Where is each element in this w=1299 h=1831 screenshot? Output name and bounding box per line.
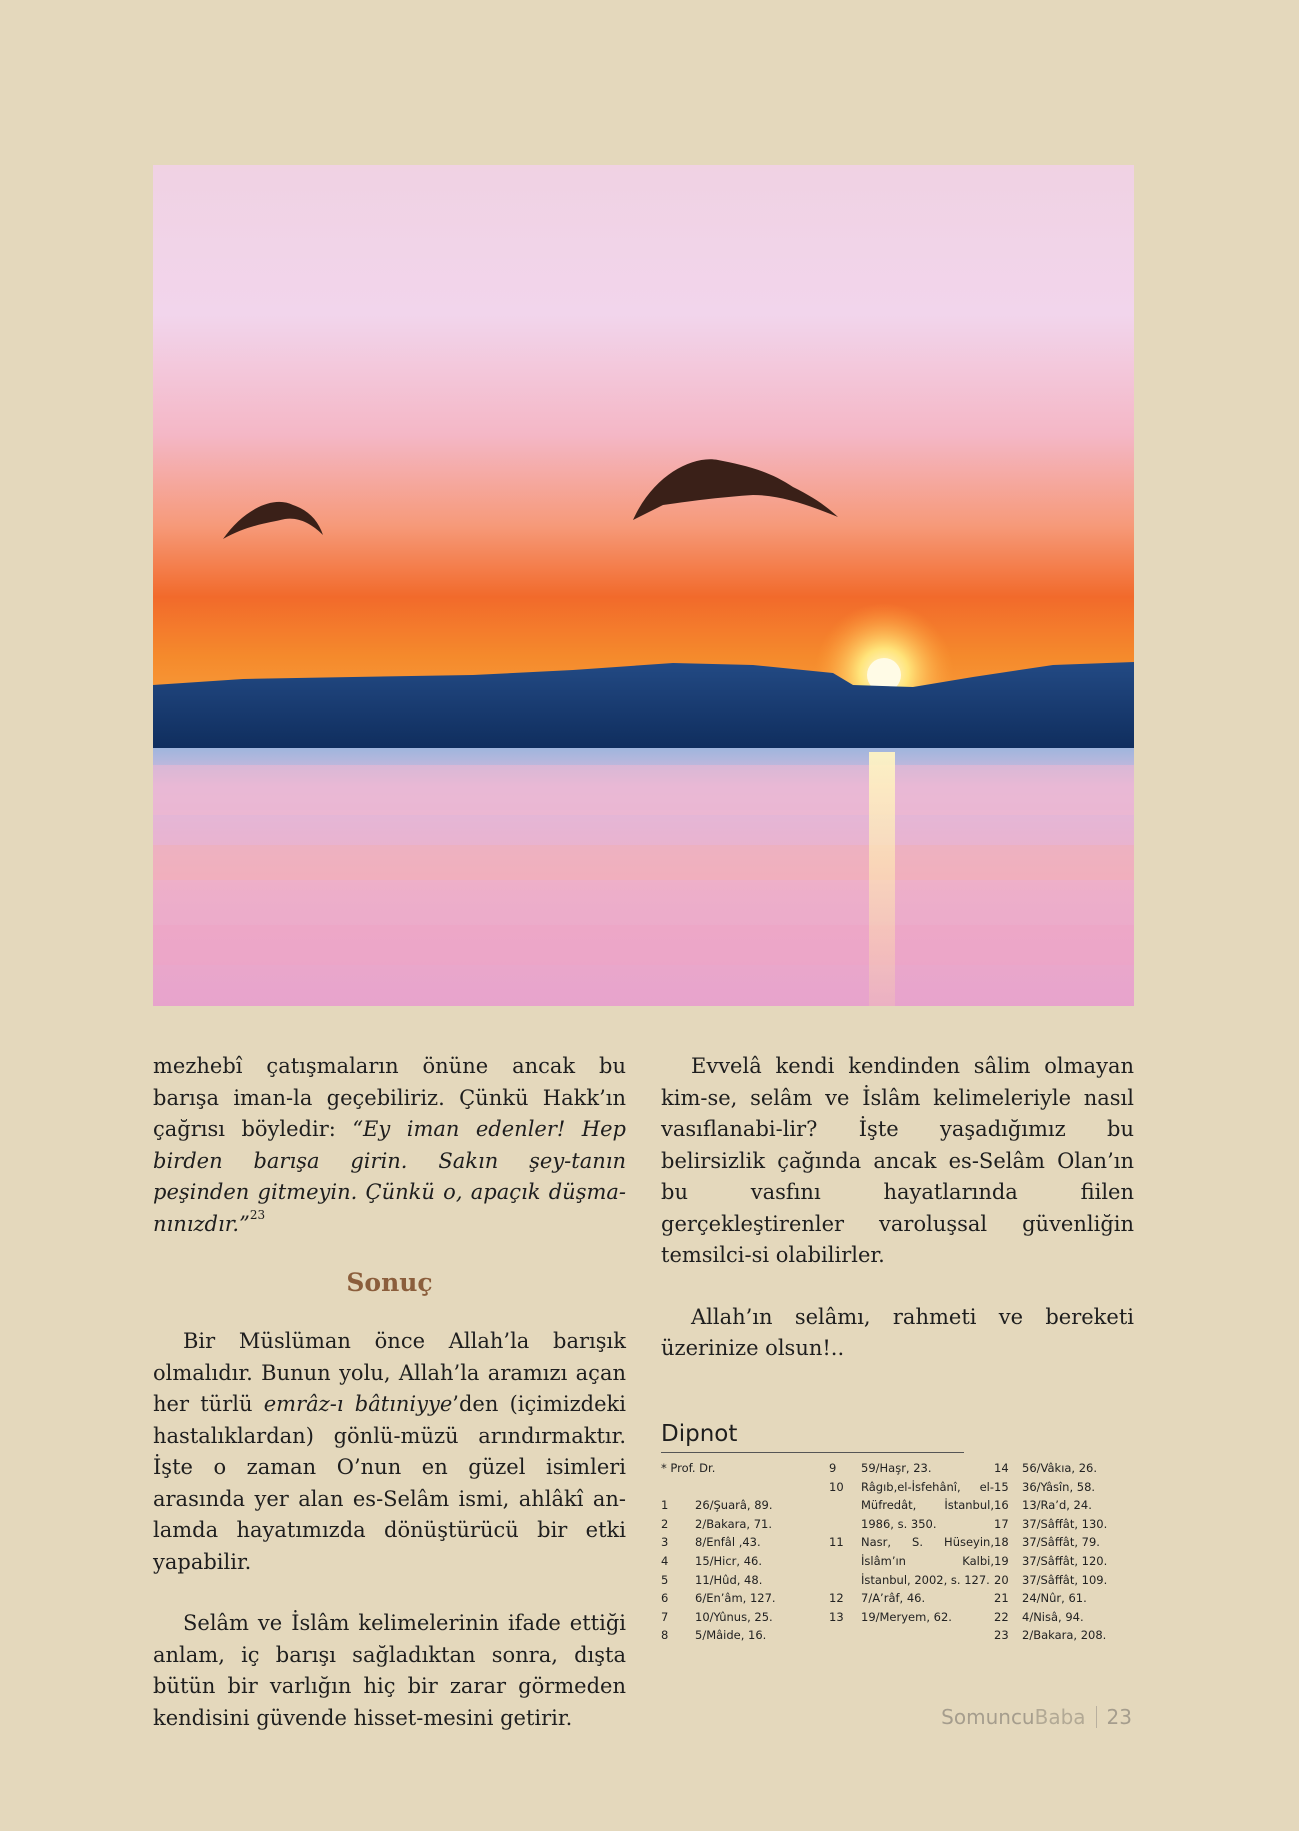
paragraph-conclusion: Bir Müslüman önce Allah’la barışık olmalıdır. Bunun yolu, Allah’la aramızı açan her türlü emrâz-ı bâtıniyye’den (içimizdeki hastalıklardan) gönlü-müzü arındırmaktır. İşte o zaman O’nun en güzel isimleri arasında yer alan es-Selâm ismi, ahlâkî an-lamda hayatımızda dönüştürücü bir etki yapabilir. (153, 1329, 626, 1574)
footnote-ref: 23 (249, 1207, 266, 1222)
footnotes (661, 1420, 1141, 1645)
footnote-text: 37/Sâffât, 79. (1022, 1535, 1100, 1550)
footnote-item (661, 1589, 829, 1608)
footnote-text: 37/Sâffât, 120. (1022, 1553, 1108, 1568)
footnote-text: 37/Sâffât, 109. (1022, 1572, 1108, 1587)
footnote-item (661, 1533, 829, 1552)
footnote-text: 4/Nisâ, 94. (1022, 1609, 1084, 1624)
paragraph-intro: mezhebî çatışmaların önüne ancak bu barışa iman-la geçebiliriz. Çünkü Hakk’ın çağrısı böyledir: “Ey iman edenler! Hep birden barışa girin. Sakın şey-tanın peşinden gitmeyin. Çünkü o, apaçık düşma-nınızdır.”$^{23}$ (153, 1054, 626, 1236)
footnote-number: 10 (829, 1479, 844, 1494)
footnote-text: 5/Mâide, 16. (695, 1628, 767, 1643)
left-text-column (153, 1051, 626, 1734)
footnotes-column-2 (829, 1459, 994, 1645)
footnote-text: 19/Meryem, 62. (861, 1609, 952, 1624)
footnote-text: 7/A’râf, 46. (861, 1591, 926, 1606)
page-number: 23 (1106, 1705, 1132, 1729)
footnote-number: 13 (829, 1609, 844, 1624)
page-footer (941, 1705, 1132, 1729)
footnote-number: 12 (829, 1591, 844, 1606)
footnotes-column-3 (994, 1459, 1124, 1645)
footnote-number: 6 (661, 1591, 669, 1606)
footnote-text: 15/Hicr, 46. (695, 1553, 763, 1568)
paragraph-selam: Selâm ve İslâm kelimelerinin ifade ettiği anlam, iç barışı sağladıktan sonra, dışta bütün bir varlığın hiç bir zarar görmeden kendisini güvende hisset-mesini getirir. (153, 1611, 626, 1730)
footnote-text: 24/Nûr, 61. (1022, 1591, 1087, 1606)
footnote-text: 13/Ra’d, 24. (1022, 1498, 1092, 1513)
footnote-text: 59/Haşr, 23. (861, 1461, 932, 1475)
footnote-item (829, 1478, 994, 1534)
quote: “Ey iman edenler! Hep birden barışa girin. Sakın şey-tanın peşinden gitmeyin. Çünkü o, apaçık düşma-nınızdır.” (153, 1117, 626, 1236)
footnote-text: 37/Sâffât, 130. (1022, 1516, 1108, 1531)
footnote-item (829, 1589, 994, 1608)
paragraph-evvela: Evvelâ kendi kendinden sâlim olmayan kim-se, selâm ve İslâm kelimeleriyle nasıl vasıflanabi-lir? İşte yaşadığımız bu belirsizlik çağında ancak es-Selâm Olan’ın bu vasfını hayatlarında fiilen gerçekleştirenler varoluşsal güvenliğin temsilci-si olabilirler. (661, 1054, 1134, 1267)
footnote-item (661, 1626, 829, 1645)
footnote-text: 36/Yâsîn, 58. (1022, 1479, 1096, 1494)
footnote-number: 9 (829, 1461, 837, 1475)
footnote-item (661, 1608, 829, 1627)
footnote-item (661, 1459, 829, 1478)
footnote-text: 6/En’âm, 127. (695, 1591, 776, 1606)
footnote-item (661, 1496, 829, 1515)
footnotes-column-1 (661, 1459, 829, 1645)
footnote-item (994, 1589, 1124, 1608)
footnote-text: 26/Şuarâ, 89. (695, 1498, 773, 1513)
footnote-number: 16 (994, 1498, 1009, 1513)
footnote-item (994, 1552, 1124, 1571)
footnote-text: 10/Yûnus, 25. (695, 1609, 773, 1624)
footnote-number: 21 (994, 1591, 1009, 1606)
footnote-item (994, 1478, 1124, 1497)
footnote-number: 14 (994, 1461, 1009, 1475)
footnote-number: 11 (829, 1535, 844, 1550)
footnote-number: 7 (661, 1609, 669, 1624)
footnote-number: 22 (994, 1609, 1009, 1624)
footnote-text: * Prof. Dr. (661, 1461, 716, 1475)
footnote-item (829, 1608, 994, 1627)
footnote-number: 5 (661, 1572, 669, 1587)
sunset-birds-photo (153, 165, 1134, 1006)
footnote-item (994, 1496, 1124, 1515)
footnote-number: 8 (661, 1628, 669, 1643)
right-text-column (661, 1051, 1134, 1365)
footnote-number: 20 (994, 1572, 1009, 1587)
footnote-text: 8/Enfâl ,43. (695, 1535, 761, 1550)
footnote-number: 18 (994, 1535, 1009, 1550)
footnote-text: 56/Vâkıa, 26. (1022, 1461, 1098, 1475)
footnote-number: 19 (994, 1553, 1009, 1568)
footnote-item (994, 1608, 1124, 1627)
footnote-item (661, 1571, 829, 1590)
footnote-text: 2/Bakara, 208. (1022, 1628, 1107, 1643)
footnote-number: 3 (661, 1535, 669, 1550)
footnote-text: Râgıb,el-İsfehânî, el-Müfredât, İstanbul, 1986, s. 350. (861, 1479, 994, 1531)
magazine-logo: SomuncuBaba (941, 1705, 1086, 1729)
footnote-item (994, 1515, 1124, 1534)
footnote-number: 23 (994, 1628, 1009, 1643)
footnote-item (829, 1533, 994, 1589)
footnote-item (994, 1459, 1124, 1478)
footnote-number: 1 (661, 1498, 669, 1513)
footnote-item (994, 1571, 1124, 1590)
footer-divider (1096, 1706, 1097, 1728)
footnote-item (661, 1515, 829, 1534)
footnote-text: 11/Hûd, 48. (695, 1572, 763, 1587)
footnote-item (994, 1626, 1124, 1645)
footnote-number: 15 (994, 1479, 1009, 1494)
footnote-text: Nasr, S. Hüseyin, İslâm’ın Kalbi, İstanbul, 2002, s. 127. (861, 1535, 994, 1587)
footnote-text: 2/Bakara, 71. (695, 1516, 773, 1531)
footnote-item (994, 1533, 1124, 1552)
footnote-number: 17 (994, 1516, 1009, 1531)
footnote-number: 2 (661, 1516, 669, 1531)
footnote-item (661, 1552, 829, 1571)
section-heading: Sonuç (346, 1268, 433, 1297)
paragraph-closing: Allah’ın selâmı, rahmeti ve bereketi üzerinize olsun!.. (661, 1304, 1134, 1360)
footnotes-divider (661, 1452, 964, 1453)
footnote-number: 4 (661, 1553, 669, 1568)
footnotes-title: Dipnot (661, 1421, 738, 1447)
footnote-item (829, 1459, 994, 1478)
